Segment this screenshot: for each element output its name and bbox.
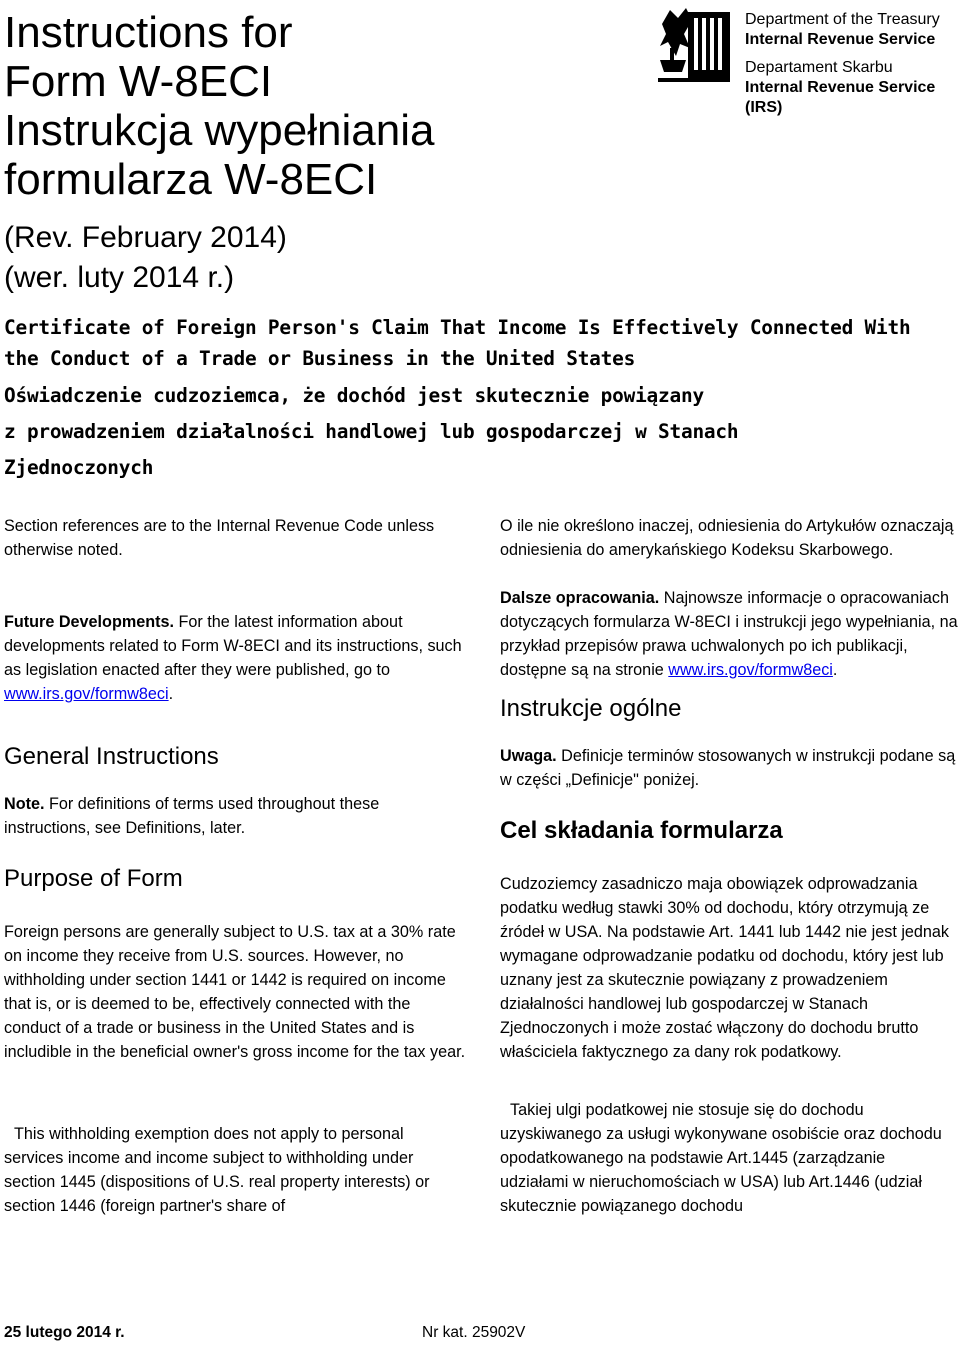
future-end: .	[168, 685, 174, 703]
purpose-paragraph-1-pl: Cudzoziemcy zasadniczo maja obowiązek odprowadzania podatku według stawki 30% od dochodu, który otrzymują ze źródeł w USA. Na podstawie Art. 1441 lub 1442 nie jest jednak wymagane odprowadzanie podatku od dochodu, który jest lub uznany jest za skutecznie powiązany z prowadzeniem działalności handlowej lub gospodarczej w Stanach Zjednoczonych i może zostać włączony do dochodu brutto właściciela faktycznego za dany rok podatkowy.	[500, 875, 950, 1061]
title-line: Form W-8ECI	[4, 57, 273, 106]
subtitle-pl	[4, 378, 960, 486]
irs-link[interactable]: www.irs.gov/formw8eci	[4, 685, 169, 703]
future-text-pl: Najnowsze informacje o opracowaniach dotyczących formularza W-8ECI i instrukcji jego wypełniania, na przykład przepisów prawa uchwalonych po ich publikacji, dostępne są na stronie	[500, 589, 958, 679]
footer-date: 25 lutego 2014 r.	[4, 1324, 125, 1341]
section-references: Section references are to the Internal Revenue Code unless otherwise noted.	[4, 517, 435, 559]
purpose-paragraph-2-pl: Takiej ulgi podatkowej nie stosuje się do dochodu uzyskiwanego za usługi wykonywane osobiście oraz dochodu opodatkowanego na podstawie Art.1445 (zarządzanie udziałami w nieruchomościach w USA) lub Art.1446 (udział skutecznie powiązanego dochodu	[500, 1101, 942, 1215]
purpose-heading: Purpose of Form	[4, 865, 183, 892]
subtitle-pl-line: Zjednoczonych	[4, 456, 154, 479]
note-label-pl: Uwaga.	[500, 747, 557, 765]
footer-catalog-number: Nr kat. 25902V	[422, 1324, 526, 1341]
form-subtitle	[4, 312, 960, 486]
subtitle-en-line: Certificate of Foreign Person's Claim That Income Is Effectively Connected With	[4, 316, 911, 339]
title-line: formularza W-8ECI	[4, 155, 378, 204]
purpose-paragraph-2: This withholding exemption does not apply to personal services income and income subject to withholding under section 1445 (dispositions of U.S. real property interests) or section 1446 (foreign partner's share of	[4, 1125, 430, 1215]
future-developments	[4, 610, 466, 706]
future-developments-pl	[500, 586, 958, 682]
note-text-pl: Definicje terminów stosowanych w instrukcji podane są w części „Definicje" poniżej.	[500, 747, 956, 789]
revision-pl: (wer. luty 2014 r.)	[4, 261, 235, 294]
title-line: Instructions for	[4, 8, 293, 57]
purpose-paragraph-1: Foreign persons are generally subject to U.S. tax at a 30% rate on income they receive from U.S. sources. However, no withholding under section 1441 or 1442 is required on income that is, or is deemed to be, effectively connected with the conduct of a trade or business in the United States and is includible in the beneficial owner's gross income for the tax year.	[4, 923, 466, 1061]
note-paragraph	[4, 792, 466, 840]
note-label: Note.	[4, 795, 45, 813]
polish-column	[500, 514, 958, 1218]
english-column	[4, 514, 466, 1218]
general-instructions-heading: General Instructions	[4, 743, 219, 770]
dept-pl: Departament Skarbu	[745, 59, 893, 76]
revision-block	[4, 218, 287, 298]
irs-abbr: (IRS)	[745, 99, 783, 116]
subtitle-pl-line: Oświadczenie cudzoziemca, że dochód jest skutecznie powiązany	[4, 384, 704, 407]
future-text: For the latest information about developments related to Form W-8ECI and its instructions, such as legislation enacted after they were published, go to	[4, 613, 462, 679]
future-heading: Future Developments.	[4, 613, 175, 631]
section-references-pl: O ile nie określono inaczej, odniesienia do Artykułów oznaczają odniesienia do amerykańskiego Kodeksu Skarbowego.	[500, 517, 954, 559]
subtitle-en-line: the Conduct of a Trade or Business in the United States	[4, 347, 636, 370]
future-end-pl: .	[832, 661, 838, 679]
irs-eagle-logo-icon	[656, 4, 734, 84]
note-paragraph-pl	[500, 744, 958, 792]
revision-en: (Rev. February 2014)	[4, 221, 287, 254]
document-title	[4, 8, 434, 204]
purpose-heading-pl: Cel składania formularza	[500, 817, 783, 844]
future-heading-pl: Dalsze opracowania.	[500, 589, 660, 607]
dept-en: Department of the Treasury	[745, 11, 940, 28]
agency-block	[745, 10, 940, 118]
irs-en: Internal Revenue Service	[745, 31, 936, 48]
irs-link-pl[interactable]: www.irs.gov/formw8eci	[668, 661, 833, 679]
note-text: For definitions of terms used throughout these instructions, see Definitions, later.	[4, 795, 380, 837]
subtitle-pl-line: z prowadzeniem działalności handlowej lub gospodarczej w Stanach	[4, 420, 739, 443]
irs-pl: Internal Revenue Service	[745, 79, 936, 96]
title-line: Instrukcja wypełniania	[4, 106, 435, 155]
general-instructions-heading-pl: Instrukcje ogólne	[500, 695, 682, 722]
